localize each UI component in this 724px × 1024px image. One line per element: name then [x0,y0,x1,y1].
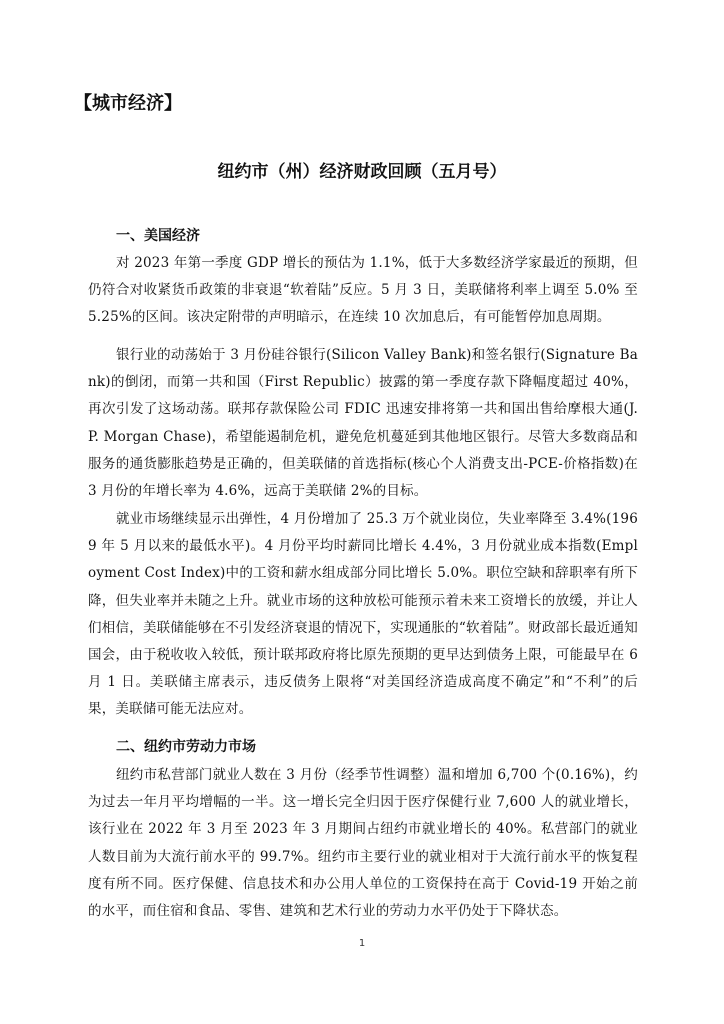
page-number: 1 [358,938,366,949]
paragraph-nyc-employment: 纽约市私营部门就业人数在 3 月份（经季节性调整）温和增加 6,700 个(0.16%)，约为过去一年月平均增幅的一半。这一增长完全归因于医疗保健行业 7,600 人的就业增长，该行业在 2022 年 3 月至 2023 年 3 月期间占纽约市就业增长的 40%。私营部门的就业人数目前为大流行前水平的 99.7%。纽约市主要行业的就业相对于大流行前水平的恢复程度有所不同。医疗保健、信息技术和办公用人单位的工资保持在高于 Covid-19 开始之前的水平，而住宿和食品、零售、建筑和艺术行业的劳动力水平仍处于下降状态。 [88,767,638,920]
section-tag: 【城市经济】 [74,93,182,114]
section-heading-us-economy: 一、美国经济 [116,228,200,244]
document-title: 纽约市（州）经济财政回顾（五月号） [217,162,507,182]
paragraph-us-economy-jobs: 就业市场继续显示出弹性，4 月份增加了 25.3 万个就业岗位，失业率降至 3.4%(1969 年 5 月以来的最低水平)。4 月份平均时薪同比增长 4.4%，3 月份就业成本指数(Employment Cost Index)中的工资和薪水组成部分同比增长 5.0%。职位空缺和辞职率有所下降，但失业率并未随之上升。就业市场的这种放松可能预示着未来工资增长的放缓，并让人们相信，美联储能够在不引发经济衰退的情况下，实现通胀的“软着陆”。财政部长最近通知国会，由于税收收入较低，预计联邦政府将比原先预期的更早达到债务上限，可能最早在 6 月 1 日。美联储主席表示，违反债务上限将“对美国经济造成高度不确定”和“不利”的后果，美联储可能无法应对。 [88,511,638,718]
section-heading-nyc-labor-market: 二、纽约市劳动力市场 [116,739,256,755]
paragraph-us-economy-banking: 银行业的动荡始于 3 月份硅谷银行(Silicon Valley Bank)和签名银行(Signature Bank)的倒闭，而第一共和国（First Republic）披露的第一季度存款下降幅度超过 40%，再次引发了这场动荡。联邦存款保险公司 FDIC 迅速安排将第一共和国出售给摩根大通(J.P. Morgan Chase)，希望能遏制危机，避免危机蔓延到其他地区银行。尽管大多数商品和服务的通货膨胀趋势是正确的，但美联储的首选指标(核心个人消费支出-PCE-价格指数)在 3 月份的年增长率为 4.6%，远高于美联储 2%的目标。 [88,347,638,500]
paragraph-us-economy-gdp: 对 2023 年第一季度 GDP 增长的预估为 1.1%，低于大多数经济学家最近的预期，但仍符合对收紧货币政策的非衰退“软着陆”反应。5 月 3 日，美联储将利率上调至 5.0% 至 5.25%的区间。该决定附带的声明暗示，在连续 10 次加息后，有可能暂停加息周期。 [88,255,638,326]
